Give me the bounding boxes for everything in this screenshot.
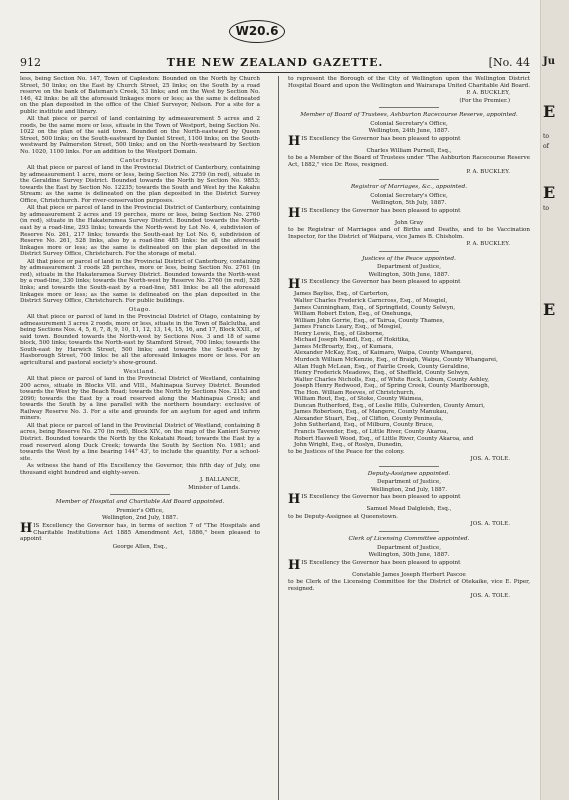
notice-date: Wellington, 30th June, 1887. bbox=[368, 271, 450, 278]
paragraph: to be a Member of the Board of Trustees under "The Ashburton Racecourse Reserve Act, 1882," vice Dr. Ross, resigned. bbox=[288, 155, 530, 168]
office-name: Colonial Secretary's Office, bbox=[370, 120, 448, 127]
archive-stamp: W20.6 bbox=[229, 20, 285, 43]
paragraph: to be Deputy-Assignee at Queenstown. bbox=[288, 513, 398, 520]
page-header bbox=[20, 56, 530, 70]
paragraph: to be Registrar of Marriages and of Births and Deaths, and to be Vaccination Inspector, for the District of Waipara, vice James B. Chisholm. bbox=[288, 227, 530, 240]
list-item: John Sutherland, Esq., of Milburn, County Bruce, bbox=[294, 422, 434, 429]
signature-name: J. BALLANCE, bbox=[199, 477, 240, 484]
list-item: Francis Tavender, Esq., of Little River, County Akaroa, bbox=[294, 428, 449, 435]
section-heading: Registrar of Marriages, &c., appointed. bbox=[350, 184, 468, 191]
edge-fragment: to bbox=[543, 205, 550, 212]
section-heading: Justices of the Peace appointed. bbox=[362, 255, 456, 262]
drop-cap: H bbox=[288, 557, 301, 573]
paragraph: All that piece or parcel of land containing by admeasurement 5 acres and 2 roods, be the same more or less, situate in the Town of Westport, being Section No. 1022 on the plan of the said town. Bounded on the North-eastward by Queen Street, 500 links; on the South-eastward by Daniel Street, 1100 links; on the South-westward by Palmerston Street, 500 links; and on the North-westward by Section No. 1020, 1100 links. For an addition to the Westport Domain. bbox=[20, 116, 260, 156]
signature-name: JOS. A. TOLE. bbox=[470, 593, 510, 600]
issue-number: [No. 44 bbox=[488, 56, 530, 69]
list-item: James McBroarty, Esq., of Kumara, bbox=[294, 343, 394, 350]
drop-cap: H bbox=[288, 277, 301, 293]
list-item: Robert Haswell Wood, Esq., of Little River, County Akaroa, and bbox=[294, 435, 474, 442]
section-rule bbox=[379, 107, 439, 108]
appointee-name: Samuel Mead Dalgleish, Esq., bbox=[366, 506, 452, 513]
list-item: Duncan Rutherford, Esq., of Leslie Hills, Culverden, County Amuri, bbox=[294, 402, 485, 409]
drop-cap: H bbox=[288, 492, 301, 508]
office-name: Premier's Office, bbox=[116, 507, 164, 514]
section-heading: Member of Board of Trustees, Ashburton Racecourse Reserve, appointed. bbox=[300, 112, 518, 119]
list-item: James Cunningham, Esq., of Springfield, County Selwyn, bbox=[294, 304, 456, 311]
appointee-name: Constable James Joseph Herbert Pascoe bbox=[352, 571, 466, 578]
list-item: Murdoch William McKenzie, Esq., of Braigh, Waipu, County Whangarei, bbox=[294, 356, 498, 363]
list-item: James Robertson, Esq., of Mangere, County Manukau, bbox=[294, 409, 449, 416]
list-item: John Wright, Esq., of Roslyn, Dunedin, bbox=[294, 442, 403, 449]
notice-body: HIS Excellency the Governor has been pleased to appoint bbox=[288, 277, 461, 293]
notice-date: Wellington, 5th July, 1887. bbox=[371, 200, 447, 207]
list-item: Henry Lewis, Esq., of Gisborne, bbox=[294, 330, 384, 337]
notice-body: HIS Excellency the Governor has, in terms of section 7 of "The Hospitals and Charitable Institutions Act 1885 Amendment Act, 1886," been pleased to appoint bbox=[20, 521, 260, 543]
edge-fragment: E bbox=[543, 183, 556, 202]
signature-name: P. A. BUCKLEY. bbox=[466, 241, 510, 248]
section-rule bbox=[379, 251, 439, 252]
notice-body: HIS Excellency the Governor has been pleased to appoint bbox=[288, 492, 461, 508]
section-rule bbox=[379, 179, 439, 180]
section-heading: Member of Hospital and Charitable Aid Board appointed. bbox=[55, 499, 225, 506]
list-item: Joseph Henry Redwood, Esq., of Spring Creek, County Marlborough, bbox=[294, 383, 490, 390]
district-heading: Westland. bbox=[123, 368, 157, 375]
list-item: Alexander Stuart, Esq., of Clifton, County Peninsula, bbox=[294, 415, 444, 422]
list-item: William Rout, Esq., of Stoke, County Waimea, bbox=[294, 396, 424, 403]
section-heading: Clerk of Licensing Committee appointed. bbox=[348, 535, 470, 542]
list-item: Michael Joseph Mandl, Esq., of Hokitika, bbox=[294, 337, 410, 344]
section-heading: Deputy-Assignee appointed. bbox=[367, 470, 451, 477]
paragraph: All that piece or parcel of land in the Provincial District of Canterbury, containing by admeasurement 3 roods 28 perches, more or less, being Section No. 2761 (in red), situate in the Hakateramea Survey District. Bounded towards the North-west by a road-line, 330 links; towards the North-west by Reserve No. 2760 (in red), 528 links; and towards the South-east by a road-line, 581 links: be all the aforesaid linkages more or less; as the same is delineated on the plan deposited in the District Survey Office, Christchurch. For public buildings. bbox=[20, 258, 260, 305]
list-item: Henry Frederick Meadows, Esq., of Sheffield, County Selwyn, bbox=[294, 370, 470, 377]
paragraph: to be Clerk of the Licensing Committee for the District of Otekaike, vice E. Piper, resigned. bbox=[288, 579, 530, 592]
header-rule bbox=[20, 72, 530, 73]
edge-fragment: to bbox=[543, 133, 550, 140]
witness-clause: As witness the hand of His Excellency the Governor, this fifth day of July, one thousand eight hundred and eighty-seven. bbox=[20, 463, 260, 476]
paragraph: All that piece or parcel of land in the Provincial District of Canterbury, containing by admeasurement 1 acre, more or less, being Section No. 2759 (in red), situate in the Geraldine Survey District. Bounded towards the North by Section No. 9853; towards the East by Section No. 12235; towards the South and West by the Kakahu Stream: as the same is delineated on the plan deposited in the District Survey Office, Christchurch. For river-conservation purposes. bbox=[20, 165, 260, 204]
notice-body: HIS Excellency the Governor has been pleased to appoint bbox=[288, 133, 461, 149]
paragraph: All that piece or parcel of land in the Provincial District of Westland, containing 200 acres, situate in Blocks VII. and VIII., Mahinapua Survey District. Bounded towards the West by the Beach Road; towards the North by Sections Nos. 2153 and 2090; towards the East by a road reserved along the Mahinapua Creek; and towards the South by a line parallel with the northern boundary: exclusive of Railway Reserve No. 3. For a site and grounds for an asylum for aged and infirm miners. bbox=[20, 376, 260, 422]
notice-body: HIS Excellency the Governor has been pleased to appoint bbox=[288, 205, 461, 221]
list-item: Walter Charles Frederick Carncross, Esq., of Mosgiel, bbox=[294, 298, 448, 305]
office-name: Colonial Secretary's Office, bbox=[370, 192, 448, 199]
paragraph: less, being Section No. 147, Town of Capleston: Bounded on the North by Church Street, 50 links; on the East by Church Street, 25 links; on the South by a road reserve on the bank of Bateman's Creek, 53 links; and on the West by Section No. 146, 42 links: be all the aforesaid linkages more or less; as the same is delineated on the plan deposited in the office of the Chief Surveyor, Nelson. For a site for a public institute and library. bbox=[20, 76, 260, 115]
drop-cap: H bbox=[288, 133, 301, 149]
signature-name: JOS. A. TOLE. bbox=[470, 456, 510, 463]
right-column bbox=[288, 76, 530, 601]
list-item: Allan Hugh McLean, Esq., of Fairlie Creek, County Geraldine, bbox=[294, 363, 470, 370]
section-rule bbox=[110, 494, 170, 495]
signature-title: Minister of Lands. bbox=[188, 484, 240, 491]
office-name: Department of Justice, bbox=[376, 264, 442, 271]
page-title: THE NEW ZEALAND GAZETTE. bbox=[166, 56, 384, 69]
column-divider bbox=[278, 76, 279, 800]
edge-fragment: of bbox=[543, 143, 549, 150]
list-item: The Hon. William Reeves, of Christchurch, bbox=[294, 389, 415, 396]
drop-cap: H bbox=[288, 205, 301, 221]
edge-fragment: Ju bbox=[543, 56, 556, 67]
notice-date: Wellington, 2nd July, 1887. bbox=[101, 515, 179, 522]
district-heading: Canterbury. bbox=[119, 157, 161, 164]
list-item: William John Gorrie, Esq., of Tairua, County Thames, bbox=[294, 317, 445, 324]
edge-fragment: E bbox=[543, 102, 556, 121]
signature-note: (For the Premier.) bbox=[459, 97, 510, 104]
paragraph: to represent the Borough of the City of Wellington upon the Wellington District Hospital Board and upon the Wellington and Wairarapa United Charitable Aid Board. bbox=[288, 76, 530, 89]
left-column bbox=[20, 76, 260, 551]
list-item: James Bayliss, Esq., of Carterton, bbox=[294, 291, 389, 298]
office-name: Department of Justice, bbox=[376, 544, 442, 551]
edge-fragment: E bbox=[543, 300, 556, 319]
office-name: Department of Justice, bbox=[376, 479, 442, 486]
signature-name: P. A. BUCKLEY, bbox=[466, 90, 510, 97]
notice-date: Wellington, 30th June, 1887. bbox=[368, 552, 450, 559]
section-rule bbox=[379, 466, 439, 467]
page-number: 912 bbox=[20, 56, 41, 69]
section-rule bbox=[379, 531, 439, 532]
signature-name: P. A. BUCKLEY. bbox=[466, 169, 510, 176]
paragraph: All that piece or parcel of land in the Provincial District of Canterbury, containing by admeasurement 2 acres and 19 perches, more or less, being Section No. 2760 (in red), situate in the Hakateramea Survey District. Bounded towards the North-east by a road-line, 293 links; towards the North-west by Lot No. 4, subdivision of Reserve No. 261, 217 links; towards the South-east by Lot No. 6, subdivision of Reserve No. 261, 528 links, also by a road-line 485 links: be all the aforesaid linkages more or less; as the same is delineated on the plan deposited in the District Survey Office, Christchurch. For the storage of metal. bbox=[20, 205, 260, 258]
paragraph: All that piece or parcel of land in the Provincial District of Westland, containing 8 acres, being Reserve No. 270 (in red), Block XIV., on the map of the Kanieri Survey District. Bounded towards the North by the Kokatahi Road; towards the East by a road reserved along Duck Creek; towards the South by Section No. 1981; and towards the West by a line bearing 144° 43', to include the quantity. For a school-site. bbox=[20, 422, 260, 462]
district-heading: Otago. bbox=[128, 306, 152, 313]
justices-list bbox=[288, 291, 530, 448]
list-item: Alexander McKay, Esq., of Kaimaro, Waipa, County Whangarei, bbox=[294, 350, 474, 357]
paragraph: to be Justices of the Peace for the colony. bbox=[288, 448, 405, 455]
list-item: James Francis Leary, Esq., of Mosgiel, bbox=[294, 324, 403, 331]
notice-date: Wellington, 2nd July, 1887. bbox=[370, 486, 448, 493]
paragraph: All that piece or parcel of land in the Provincial District of Otago, containing by admeasurement 3 acres 2 roods, more or less, situate in the Town of Balclutha, and being Sections Nos. 4, 5, 6, 7, 8, 9, 10, 11, 12, 13, 14, 15, 16, and 17, Block XXII., of said town. Bounded towards the North-west by Sections Nos. 3 and 18 of same block, 500 links; towards the North-east by Stamford Street, 700 links; towards the South-east by Harwich Street, 500 links; and towards the South-west by Hasborough Street, 700 links: be all the aforesaid linkages more or less. For an agricultural and pastoral society's show-ground. bbox=[20, 314, 260, 366]
notice-date: Wellington, 24th June, 1887. bbox=[368, 128, 450, 135]
signature-name: JOS. A. TOLE. bbox=[470, 521, 510, 528]
list-item: William Robert Exton, Esq., of Onehunga, bbox=[294, 311, 413, 318]
list-item: Walter Charles Nicholls, Esq., of White Rock, Lobum, County Ashley, bbox=[294, 376, 490, 383]
appointee-name: Charles William Purnell, Esq., bbox=[366, 147, 452, 154]
appointee-name: George Allen, Esq., bbox=[112, 543, 168, 550]
notice-body: HIS Excellency the Governor has been pleased to appoint bbox=[288, 557, 461, 573]
drop-cap: H bbox=[20, 521, 33, 536]
appointee-name: John Gray bbox=[394, 219, 424, 226]
